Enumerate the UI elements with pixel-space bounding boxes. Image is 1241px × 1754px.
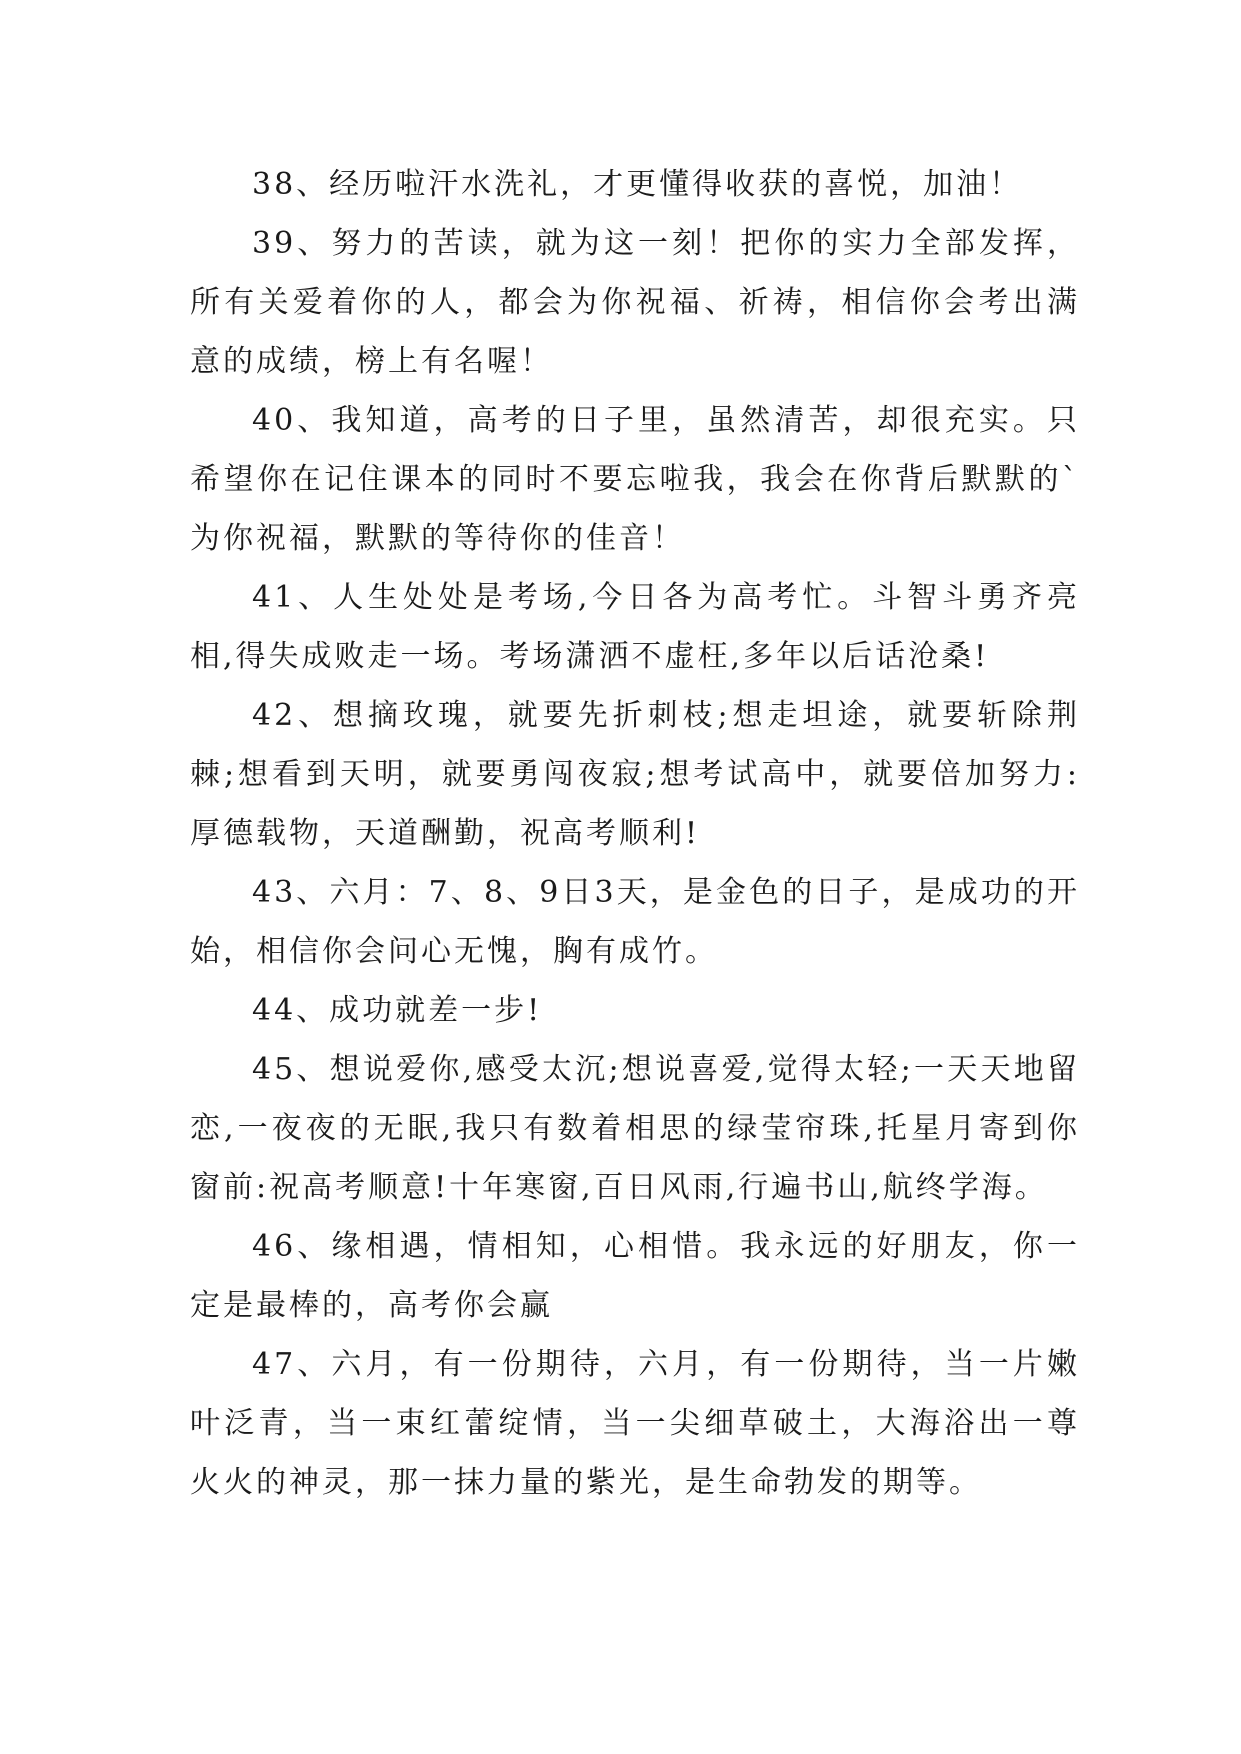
paragraph-40: 40、我知道，高考的日子里，虽然清苦，却很充实。只希望你在记住课本的同时不要忘啦我，我会在你背后默默的`为你祝福，默默的等待你的佳音！ bbox=[190, 403, 1080, 556]
paragraph-46: 46、缘相遇，情相知，心相惜。我永远的好朋友，你一定是最棒的，高考你会赢 bbox=[190, 1229, 1080, 1323]
document-body bbox=[190, 155, 1080, 1512]
paragraph-43: 43、六月：7、8、9日3天，是金色的日子，是成功的开始，相信你会问心无愧，胸有成竹。 bbox=[190, 875, 1080, 969]
paragraph-44: 44、成功就差一步! bbox=[252, 993, 543, 1028]
paragraph-39: 39、努力的苦读，就为这一刻！把你的实力全部发挥，所有关爱着你的人，都会为你祝福、祈祷，相信你会考出满意的成绩，榜上有名喔！ bbox=[190, 226, 1080, 379]
paragraph-45: 45、想说爱你,感受太沉;想说喜爱,觉得太轻;一天天地留恋,一夜夜的无眠,我只有数着相思的绿莹帘珠,托星月寄到你窗前:祝高考顺意!十年寒窗,百日风雨,行遍书山,航终学海。 bbox=[190, 1052, 1080, 1205]
paragraph-41: 41、人生处处是考场,今日各为高考忙。斗智斗勇齐亮相,得失成败走一场。考场潇洒不虚枉,多年以后话沧桑! bbox=[190, 580, 1080, 674]
paragraph-47: 47、六月，有一份期待，六月，有一份期待，当一片嫩叶泛青，当一束红蕾绽情，当一尖细草破土，大海浴出一尊火火的神灵，那一抹力量的紫光，是生命勃发的期等。 bbox=[190, 1347, 1080, 1500]
paragraph-38: 38、经历啦汗水洗礼，才更懂得收获的喜悦，加油！ bbox=[252, 167, 1023, 202]
paragraph-42: 42、想摘玫瑰，就要先折刺枝;想走坦途，就要斩除荆棘;想看到天明，就要勇闯夜寂;想考试高中，就要倍加努力:厚德载物，天道酬勤，祝高考顺利! bbox=[190, 698, 1080, 851]
